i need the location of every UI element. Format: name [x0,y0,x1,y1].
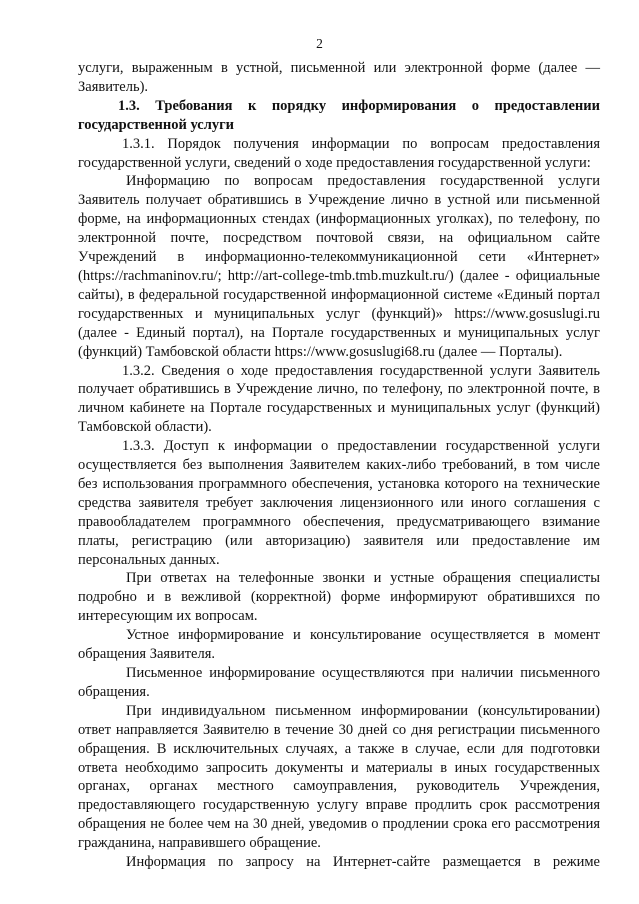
paragraph-written-informing: Письменное информирование осуществляются при наличии письменного обращения. [78,665,600,700]
page-number: 2 [316,36,323,51]
paragraph-1-3-1: 1.3.1. Порядок получения информации по вопросам предоставления государственной услуги, сведений о ходе предоставления государственной услуги: [78,135,600,171]
paragraph-1-3-2: 1.3.2. Сведения о ходе предоставления государственной услуги Заявитель получает обратившись в Учреждение лично, по телефону, по электронной почте, в личном кабинете на Портале государственных и муниципальных услуг (функций) Тамбовской области). [78,362,600,436]
section-heading-1-3: 1.3. Требования к порядку информирования о предоставлении государственной услуги [78,97,600,133]
paragraph-1-3-3: 1.3.3. Доступ к информации о предоставлении государственной услуги осуществляется без выполнения Заявителем каких-либо требований, в том числе без использования программного обеспечения, установка которого на технические средства заявителя требует заключения лицензионного или иного соглашения с правообладателем программного обеспечения, предусматривающего взимание платы, регистрацию (или авторизацию) заявителя или предоставление им персональных данных. [78,438,600,568]
paragraph-individual-written: При индивидуальном письменном информировании (консультировании) ответ направляется Заявителю в течение 30 дней со дня регистрации письменного обращения. В исключительных случаях, а также в случае, если для подготовки ответа необходимо запросить документы и материалы в иных государственных органах, органах местного самоуправления, руководитель Учреждения, предоставляющего государственную услугу вправе продлить срок рассмотрения обращения не более чем на 30 дней, уведомив о продлении срока его рассмотрения гражданина, направившего обращение. [78,702,600,852]
document-body [78,59,600,872]
paragraph-information-channels: Информацию по вопросам предоставления государственной услуги Заявитель получает обратившись в Учреждение лично в устной или письменной форме, на информационных стендах (информационных уголках), по телефону, по электронной почте, посредством почтовой связи, на официальном сайте Учреждений в информационно-телекоммуникационной сети «Интернет» (https://rachmaninov.ru/; http://art-college-tmb.tmb.muzkult.ru/) (далее - официальные сайты), в федеральной государственной информационной системе «Единый портал государственных и муниципальных услуг (функций)» https://www.gosuslugi.ru (далее - Единый портал), на Портале государственных и муниципальных услуг (функций) Тамбовской области https://www.gosuslugi68.ru (далее — Порталы). [78,173,600,360]
paragraph-internet-info: Информация по запросу на Интернет-сайте размещается в режиме [126,854,600,871]
paragraph-phone-answers: При ответах на телефонные звонки и устные обращения специалисты подробно и в вежливой (корректной) форме информируют обратившихся по интересующим их вопросам. [78,570,600,625]
paragraph-oral-informing: Устное информирование и консультирование осуществляется в момент обращения Заявителя. [78,627,600,663]
paragraph-applicant-definition: услуги, выраженным в устной, письменной или электронной форме (далее — Заявитель). [78,60,600,95]
